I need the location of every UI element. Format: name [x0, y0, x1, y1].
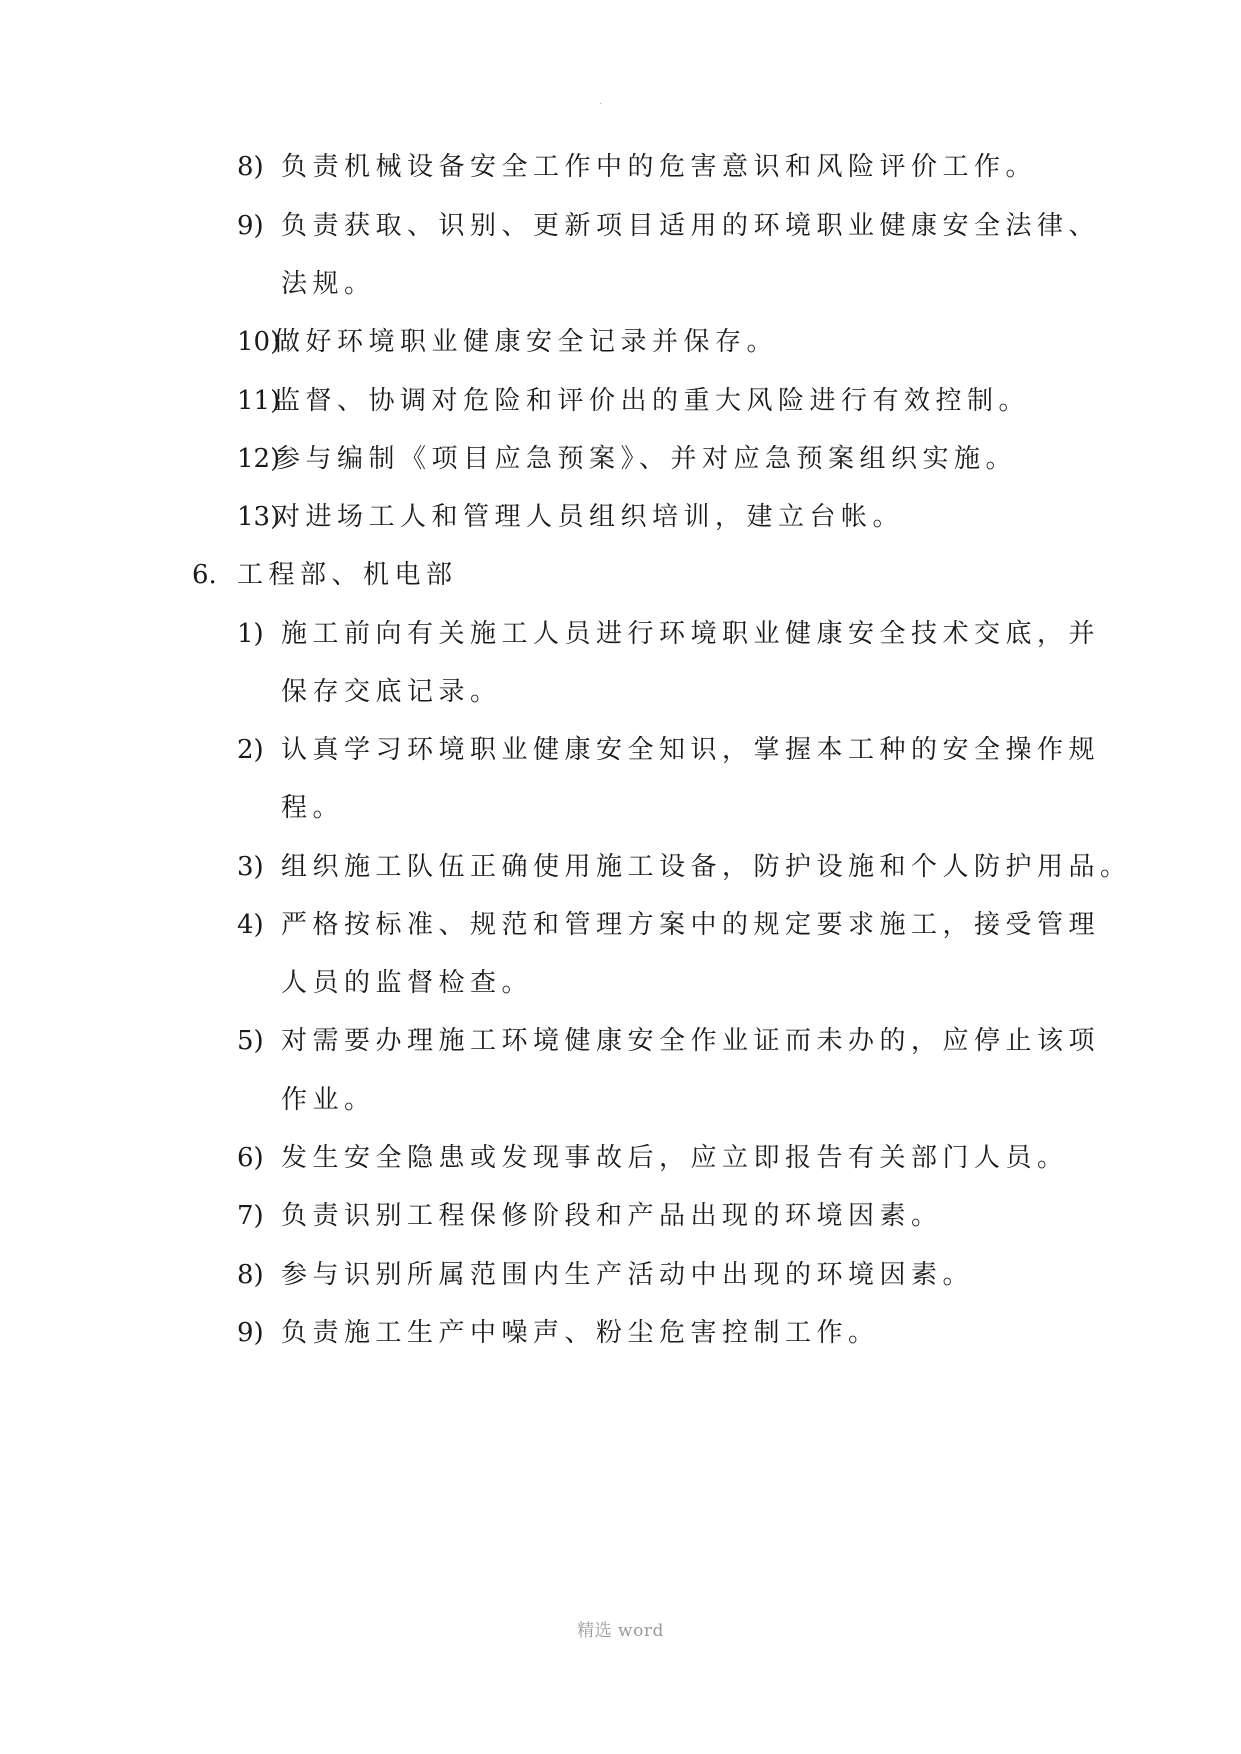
list-item	[237, 1141, 1069, 1175]
list-item-number: 2)	[237, 735, 264, 765]
list-item-text: 认真学习环境职业健康安全知识，掌握本工种的安全操作规	[281, 735, 1101, 765]
list-item-number: 13)	[237, 502, 281, 532]
list-item-number: 11)	[237, 386, 281, 416]
list-item-text: 参与识别所属范围内生产活动中出现的环境因素。	[281, 1260, 975, 1290]
list-item	[237, 1258, 974, 1292]
list-item-text: 监督、协调对危险和评价出的重大风险进行有效控制。	[274, 386, 1031, 416]
list-item	[237, 442, 1017, 476]
list-item-text: 负责机械设备安全工作中的危害意识和风险评价工作。	[281, 152, 1038, 182]
list-item	[237, 1024, 1100, 1058]
list-item-text: 对进场工人和管理人员组织培训，建立台帐。	[274, 502, 905, 532]
list-item-text: 对需要办理施工环境健康安全作业证而未办的，应停止该项	[281, 1026, 1101, 1056]
list-item	[237, 209, 1100, 243]
list-item-text: 法规。	[281, 269, 376, 299]
list-item-number: 9)	[237, 211, 264, 241]
list-item-continuation	[281, 675, 502, 709]
list-item-text: 人员的监督检查。	[281, 968, 534, 998]
section-number: 6.	[192, 560, 217, 590]
list-item-number: 10)	[237, 327, 281, 357]
list-item-text: 负责识别工程保修阶段和产品出现的环境因素。	[281, 1201, 943, 1231]
section-title: 工程部、机电部	[237, 560, 458, 590]
list-item-text: 施工前向有关施工人员进行环境职业健康安全技术交底，并	[281, 619, 1101, 649]
list-item-text: 作业。	[281, 1085, 376, 1115]
list-item-continuation	[281, 966, 533, 1000]
section-heading	[192, 558, 458, 592]
list-item-continuation	[281, 1083, 376, 1117]
list-item-text: 组织施工队伍正确使用施工设备，防护设施和个人防护用品。	[281, 852, 1132, 882]
list-item	[237, 384, 1030, 418]
list-item	[237, 617, 1100, 651]
list-item-text: 程。	[281, 793, 345, 823]
list-item	[237, 1199, 943, 1233]
list-item-text: 做好环境职业健康安全记录并保存。	[274, 327, 779, 357]
list-item-continuation	[281, 267, 376, 301]
list-item-number: 3)	[237, 852, 264, 882]
list-item-continuation	[281, 791, 344, 825]
list-item	[237, 500, 904, 534]
list-item-number: 8)	[237, 1260, 264, 1290]
list-item-text: 负责获取、识别、更新项目适用的环境职业健康安全法律、	[281, 211, 1101, 241]
header-mark: .	[599, 96, 603, 107]
list-item-text: 参与编制《项目应急预案》、并对应急预案组织实施。	[274, 444, 1018, 474]
list-item-number: 9)	[237, 1318, 264, 1348]
list-item-number: 4)	[237, 910, 264, 940]
list-item-number: 12)	[237, 444, 281, 474]
list-item	[237, 850, 1132, 884]
list-item-number: 1)	[237, 619, 264, 649]
list-item-number: 5)	[237, 1026, 264, 1056]
list-item-text: 发生安全隐患或发现事故后，应立即报告有关部门人员。	[281, 1143, 1069, 1173]
list-item-text: 负责施工生产中噪声、粉尘危害控制工作。	[281, 1318, 880, 1348]
list-item	[237, 1316, 880, 1350]
list-item-number: 7)	[237, 1201, 264, 1231]
list-item	[237, 733, 1100, 767]
list-item	[237, 325, 778, 359]
list-item-text: 严格按标准、规范和管理方案中的规定要求施工，接受管理	[281, 910, 1101, 940]
list-item-text: 保存交底记录。	[281, 677, 502, 707]
list-item-number: 6)	[237, 1143, 264, 1173]
page-footer: 精选 word	[577, 1621, 664, 1641]
list-item-number: 8)	[237, 152, 264, 182]
list-item	[237, 150, 1037, 184]
list-item	[237, 908, 1100, 942]
